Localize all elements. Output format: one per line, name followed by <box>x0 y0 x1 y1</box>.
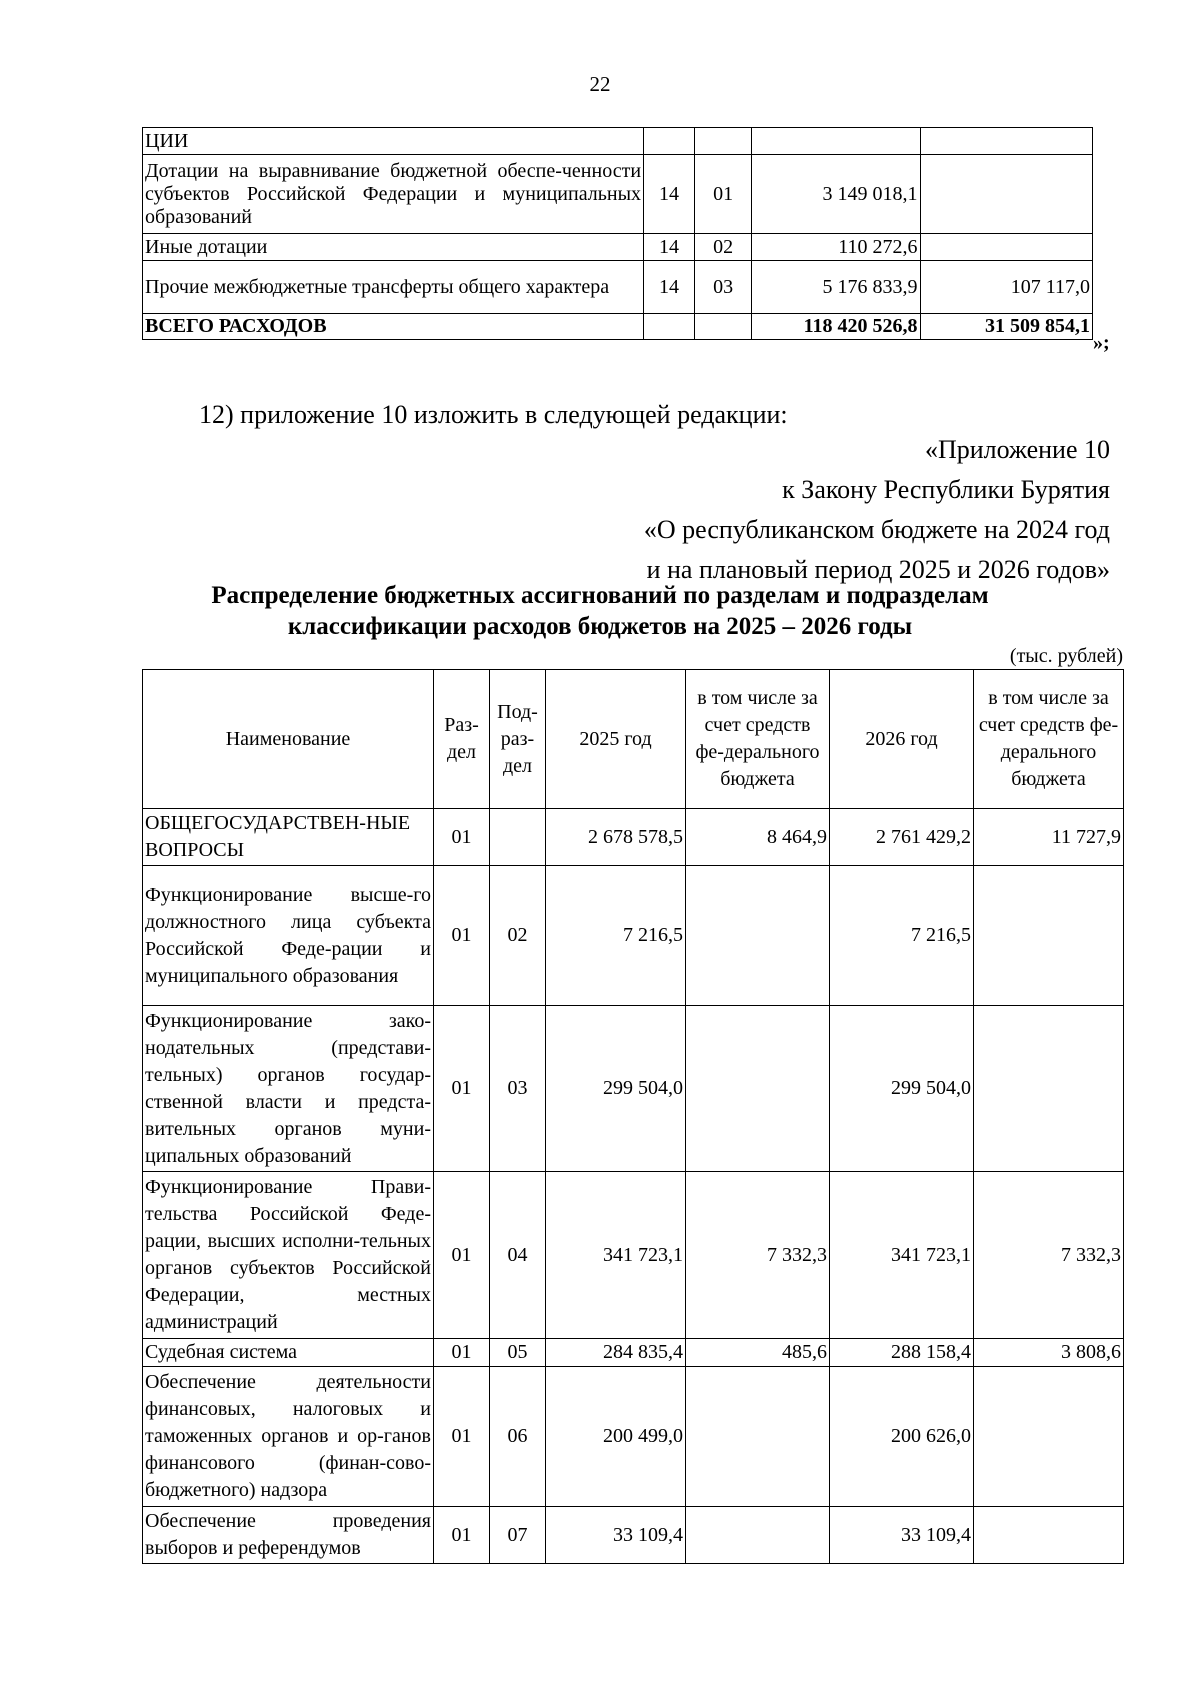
amount-2026-cell: 33 109,4 <box>830 1507 974 1564</box>
razdel-cell <box>644 314 695 340</box>
header-name: Наименование <box>143 670 434 809</box>
federal-2026-cell <box>974 1507 1124 1564</box>
amount-2025-cell: 284 835,4 <box>546 1339 686 1367</box>
podrazdel-cell <box>695 314 752 340</box>
header-razdel: Раз-дел <box>434 670 490 809</box>
title-line: Распределение бюджетных ассигнований по разделам и подразделам <box>211 582 989 609</box>
row-name-cell: Судебная система <box>143 1339 434 1367</box>
podrazdel-cell: 03 <box>490 1006 546 1172</box>
total-row <box>143 314 1093 340</box>
table-row <box>143 1507 1124 1564</box>
federal-amount-cell: 107 117,0 <box>920 261 1092 314</box>
table-row <box>143 128 1093 155</box>
amount-2026-cell: 2 761 429,2 <box>830 809 974 866</box>
razdel-cell: 01 <box>434 1507 490 1564</box>
razdel-cell: 14 <box>644 155 695 234</box>
page-number: 22 <box>589 72 611 96</box>
federal-2025-cell <box>686 1507 830 1564</box>
amount-2026-cell: 288 158,4 <box>830 1339 974 1367</box>
razdel-cell: 01 <box>434 866 490 1006</box>
federal-2025-cell <box>686 1006 830 1172</box>
federal-2026-cell: 3 808,6 <box>974 1339 1124 1367</box>
amount-2025-cell: 341 723,1 <box>546 1172 686 1339</box>
amendment-item-12: 12) приложение 10 изложить в следующей редакции: <box>199 400 788 429</box>
federal-2025-cell <box>686 1367 830 1507</box>
row-name-cell: ЦИИ <box>143 128 644 155</box>
amount-2025-cell: 2 678 578,5 <box>546 809 686 866</box>
table-row <box>143 261 1093 314</box>
total-amount-cell: 118 420 526,8 <box>752 314 920 340</box>
document-title <box>0 580 1200 642</box>
header-2026: 2026 год <box>830 670 974 809</box>
attachment-line: «Приложение 10 <box>924 435 1110 464</box>
table-row <box>143 1006 1124 1172</box>
amount-cell: 3 149 018,1 <box>752 155 920 234</box>
amount-2025-cell: 299 504,0 <box>546 1006 686 1172</box>
table-row <box>143 866 1124 1006</box>
amount-2026-cell: 299 504,0 <box>830 1006 974 1172</box>
attachment-line: к Закону Республики Бурятия <box>782 475 1110 504</box>
row-name-cell: Обеспечение проведения выборов и референдумов <box>143 1507 434 1564</box>
closing-quote-mark: »; <box>1093 332 1110 354</box>
amount-2026-cell: 341 723,1 <box>830 1172 974 1339</box>
table-row <box>143 809 1124 866</box>
row-name-cell: ОБЩЕГОСУДАРСТВЕН-НЫЕ ВОПРОСЫ <box>143 809 434 866</box>
podrazdel-cell: 03 <box>695 261 752 314</box>
podrazdel-cell: 07 <box>490 1507 546 1564</box>
razdel-cell: 01 <box>434 1339 490 1367</box>
amount-cell: 110 272,6 <box>752 234 920 261</box>
attachment-line: и на плановый период 2025 и 2026 годов» <box>646 555 1110 584</box>
header-podrazdel: Под-раз-дел <box>490 670 546 809</box>
amount-2025-cell: 33 109,4 <box>546 1507 686 1564</box>
podrazdel-cell: 05 <box>490 1339 546 1367</box>
attachment-line: «О республиканском бюджете на 2024 год <box>643 515 1110 544</box>
federal-amount-cell <box>920 128 1092 155</box>
podrazdel-cell: 02 <box>490 866 546 1006</box>
amount-2025-cell: 200 499,0 <box>546 1367 686 1507</box>
header-federal-2026: в том числе за счет средств фе-дерального бюджета <box>974 670 1124 809</box>
row-name-cell: Прочие межбюджетные трансферты общего характера <box>143 261 644 314</box>
podrazdel-cell <box>695 128 752 155</box>
razdel-cell: 14 <box>644 261 695 314</box>
attachment-header <box>644 430 1110 590</box>
row-name-cell: Обеспечение деятельности финансовых, налоговых и таможенных органов и ор-ганов финансового (финан-сово-бюджетного) надзора <box>143 1367 434 1507</box>
amount-2026-cell: 7 216,5 <box>830 866 974 1006</box>
total-federal-amount-cell: 31 509 854,1 <box>920 314 1092 340</box>
amount-2025-cell: 7 216,5 <box>546 866 686 1006</box>
table-row <box>143 155 1093 234</box>
table-row <box>143 1367 1124 1507</box>
razdel-cell: 14 <box>644 234 695 261</box>
podrazdel-cell: 01 <box>695 155 752 234</box>
header-row <box>143 670 1124 809</box>
razdel-cell: 01 <box>434 1367 490 1507</box>
title-line: классификации расходов бюджетов на 2025 – 2026 годы <box>287 613 913 640</box>
amount-cell: 5 176 833,9 <box>752 261 920 314</box>
federal-2026-cell <box>974 1006 1124 1172</box>
unit-label: (тыс. рублей) <box>1009 645 1123 667</box>
razdel-cell: 01 <box>434 1006 490 1172</box>
federal-amount-cell <box>920 155 1092 234</box>
amount-2026-cell: 200 626,0 <box>830 1367 974 1507</box>
podrazdel-cell <box>490 809 546 866</box>
header-federal-2025: в том числе за счет средств фе-дерального бюджета <box>686 670 830 809</box>
federal-2026-cell: 11 727,9 <box>974 809 1124 866</box>
table-row <box>143 1172 1124 1339</box>
row-name-cell: Иные дотации <box>143 234 644 261</box>
expenses-table-continuation <box>142 127 1093 340</box>
row-name-cell: Функционирование Прави-тельства Российской Феде-рации, высших исполни-тельных органов субъектов Российской Федерации, местных администраций <box>143 1172 434 1339</box>
total-label-cell: ВСЕГО РАСХОДОВ <box>143 314 644 340</box>
federal-2026-cell <box>974 866 1124 1006</box>
table-row <box>143 1339 1124 1367</box>
row-name-cell: Функционирование зако-нодательных (представи-тельных) органов государ-ственной власти и предста-вительных органов муни-ципальных образований <box>143 1006 434 1172</box>
federal-2025-cell <box>686 866 830 1006</box>
razdel-cell <box>644 128 695 155</box>
podrazdel-cell: 04 <box>490 1172 546 1339</box>
federal-2025-cell: 7 332,3 <box>686 1172 830 1339</box>
federal-2025-cell: 485,6 <box>686 1339 830 1367</box>
razdel-cell: 01 <box>434 809 490 866</box>
podrazdel-cell: 06 <box>490 1367 546 1507</box>
row-name-cell: Дотации на выравнивание бюджетной обеспе-ченности субъектов Российской Федерации и муниципальных образований <box>143 155 644 234</box>
federal-2026-cell <box>974 1367 1124 1507</box>
budget-allocation-table <box>142 669 1124 1564</box>
federal-2026-cell: 7 332,3 <box>974 1172 1124 1339</box>
razdel-cell: 01 <box>434 1172 490 1339</box>
federal-2025-cell: 8 464,9 <box>686 809 830 866</box>
podrazdel-cell: 02 <box>695 234 752 261</box>
table-row <box>143 234 1093 261</box>
header-2025: 2025 год <box>546 670 686 809</box>
amount-cell <box>752 128 920 155</box>
row-name-cell: Функционирование высше-го должностного лица субъекта Российской Феде-рации и муниципального образования <box>143 866 434 1006</box>
federal-amount-cell <box>920 234 1092 261</box>
